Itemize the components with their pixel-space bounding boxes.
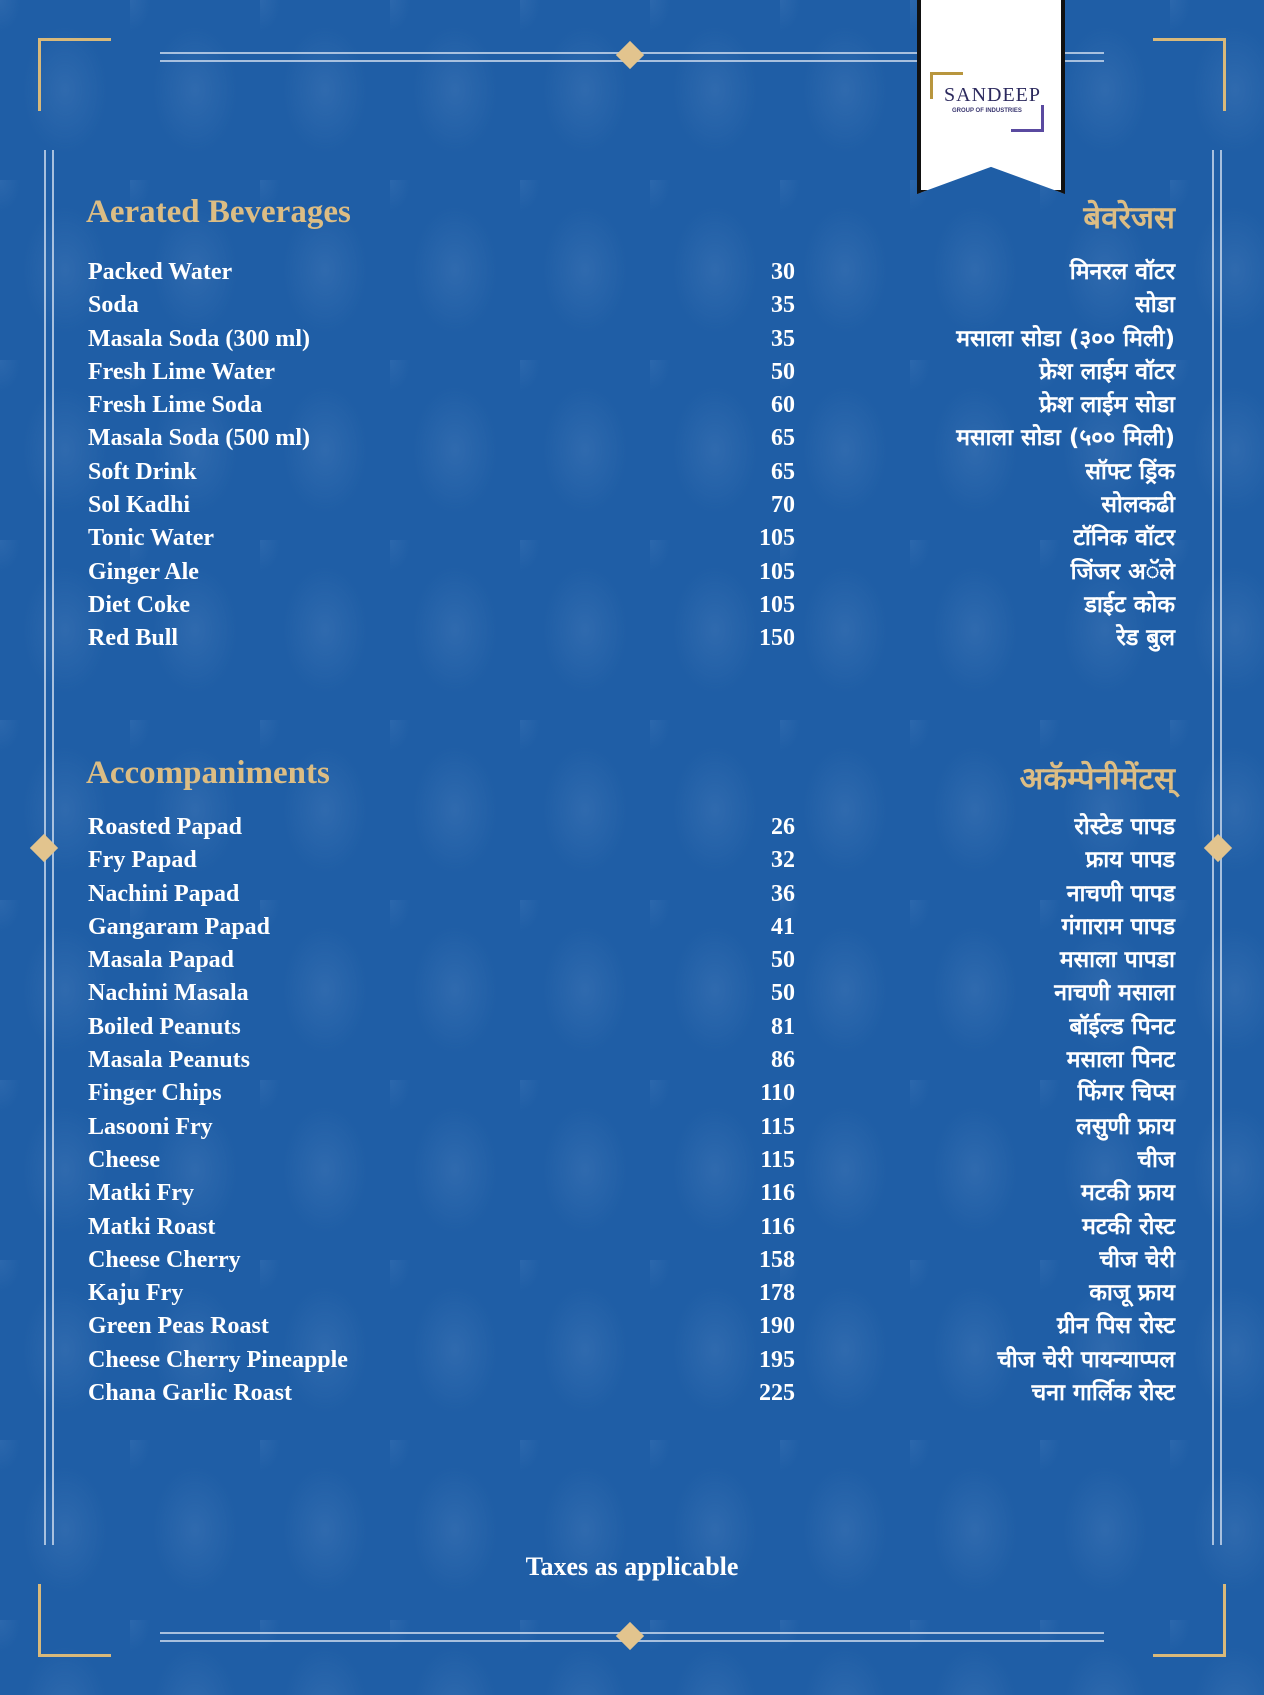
menu-item bbox=[88, 1177, 1175, 1210]
menu-item bbox=[88, 878, 1175, 911]
item-name: Nachini Masala bbox=[88, 980, 249, 1007]
item-name-hindi: काजू फ्राय bbox=[1089, 1280, 1175, 1307]
item-name-hindi: सोलकढी bbox=[1101, 492, 1175, 519]
taxes-note: Taxes as applicable bbox=[525, 1552, 739, 1581]
menu-item bbox=[88, 1377, 1175, 1410]
item-price: 190 bbox=[759, 1313, 795, 1340]
item-price: 65 bbox=[771, 425, 795, 452]
beverages-heading-hindi: बेवरेजस bbox=[1083, 200, 1175, 236]
item-name: Gangaram Papad bbox=[88, 913, 271, 940]
menu-item bbox=[88, 489, 1175, 522]
item-price: 195 bbox=[759, 1346, 795, 1373]
menu-item bbox=[88, 1011, 1175, 1044]
item-name: Chana Garlic Roast bbox=[88, 1380, 292, 1407]
item-price: 50 bbox=[771, 947, 795, 974]
item-name-hindi: मटकी फ्राय bbox=[1080, 1180, 1175, 1207]
item-price: 81 bbox=[771, 1013, 795, 1040]
item-name-hindi: रेड बुल bbox=[1116, 625, 1175, 652]
item-price: 105 bbox=[759, 558, 795, 585]
item-name: Green Peas Roast bbox=[88, 1313, 269, 1340]
corner-ornament bbox=[38, 1584, 111, 1657]
item-name: Soft Drink bbox=[88, 458, 197, 485]
item-name: Masala Soda (500 ml) bbox=[88, 425, 310, 452]
item-name: Cheese bbox=[88, 1146, 160, 1173]
item-name: Masala Peanuts bbox=[88, 1047, 250, 1074]
menu-item bbox=[88, 1077, 1175, 1110]
item-name: Masala Papad bbox=[88, 947, 235, 974]
menu-item bbox=[88, 1277, 1175, 1310]
diamond-ornament bbox=[1204, 834, 1232, 862]
item-name: Matki Fry bbox=[88, 1180, 194, 1207]
item-name-hindi: टॉनिक वॉटर bbox=[1073, 525, 1175, 552]
item-name-hindi: चीज चेरी पायन्याप्पल bbox=[997, 1346, 1175, 1373]
item-name-hindi: मसाला पिनट bbox=[1066, 1047, 1175, 1074]
item-name-hindi: फ्रेश लाईम वॉटर bbox=[1039, 358, 1175, 385]
menu-item bbox=[88, 911, 1175, 944]
item-price: 115 bbox=[760, 1113, 795, 1140]
corner-ornament bbox=[1153, 1584, 1226, 1657]
menu-item bbox=[88, 589, 1175, 622]
menu-item bbox=[88, 811, 1175, 844]
menu-item bbox=[88, 1344, 1175, 1377]
item-name-hindi: लसुणी फ्राय bbox=[1076, 1113, 1175, 1140]
corner-ornament bbox=[38, 38, 111, 111]
item-price: 30 bbox=[771, 259, 795, 285]
menu-item bbox=[88, 1044, 1175, 1077]
item-name: Masala Soda (300 ml) bbox=[88, 325, 310, 352]
menu-item bbox=[88, 1310, 1175, 1343]
item-name-hindi: सॉफ्ट ड्रिंक bbox=[1085, 458, 1175, 485]
item-name: Packed Water bbox=[88, 259, 233, 285]
diamond-ornament bbox=[616, 41, 644, 69]
menu-item bbox=[88, 356, 1175, 389]
item-name-hindi: डाईट कोक bbox=[1084, 591, 1175, 618]
item-price: 110 bbox=[760, 1080, 795, 1107]
menu-item bbox=[88, 389, 1175, 422]
menu-item bbox=[88, 422, 1175, 455]
item-name-hindi: मसाला सोडा (५०० मिली) bbox=[956, 425, 1175, 452]
menu-item bbox=[88, 844, 1175, 877]
menu-item bbox=[88, 289, 1175, 322]
accompaniments-list bbox=[88, 811, 1175, 1410]
item-name: Soda bbox=[88, 292, 139, 319]
item-name-hindi: चीज bbox=[1137, 1146, 1175, 1173]
item-price: 60 bbox=[771, 392, 795, 419]
item-name-hindi: गंगाराम पापड bbox=[1061, 913, 1175, 940]
item-name-hindi: चीज चेरी bbox=[1099, 1246, 1175, 1273]
item-name: Ginger Ale bbox=[88, 558, 199, 585]
item-name: Kaju Fry bbox=[88, 1280, 184, 1307]
item-name-hindi: ग्रीन पिस रोस्ट bbox=[1056, 1313, 1175, 1340]
item-price: 105 bbox=[759, 591, 795, 618]
menu-item bbox=[88, 323, 1175, 356]
item-price: 105 bbox=[759, 525, 795, 552]
item-price: 32 bbox=[771, 847, 795, 874]
item-price: 35 bbox=[771, 325, 795, 352]
item-price: 86 bbox=[771, 1047, 795, 1074]
menu-item bbox=[88, 1111, 1175, 1144]
item-name: Boiled Peanuts bbox=[88, 1013, 241, 1040]
item-price: 26 bbox=[771, 814, 795, 840]
menu-item bbox=[88, 456, 1175, 489]
item-price: 158 bbox=[759, 1246, 795, 1273]
item-name-hindi: नाचणी पापड bbox=[1066, 880, 1175, 907]
logo-name: SANDEEP bbox=[944, 84, 1042, 106]
item-name: Red Bull bbox=[88, 625, 179, 652]
menu-item bbox=[88, 1144, 1175, 1177]
item-name: Diet Coke bbox=[88, 591, 190, 618]
item-price: 50 bbox=[771, 980, 795, 1007]
item-name: Roasted Papad bbox=[88, 814, 243, 840]
item-price: 116 bbox=[760, 1213, 795, 1240]
item-name: Fresh Lime Soda bbox=[88, 392, 263, 419]
menu-item bbox=[88, 977, 1175, 1010]
item-name-hindi: सोडा bbox=[1135, 292, 1175, 319]
menu-item bbox=[88, 522, 1175, 555]
item-price: 178 bbox=[759, 1280, 795, 1307]
item-price: 150 bbox=[759, 625, 795, 652]
menu-item bbox=[88, 556, 1175, 589]
item-name-hindi: मिनरल वॉटर bbox=[1069, 259, 1175, 285]
item-price: 115 bbox=[760, 1146, 795, 1173]
item-name-hindi: फ्रेश लाईम सोडा bbox=[1039, 392, 1175, 419]
accompaniments-heading: Accompaniments bbox=[86, 755, 330, 791]
item-name-hindi: जिंजर अॅले bbox=[1070, 558, 1175, 585]
item-price: 35 bbox=[771, 292, 795, 319]
item-price: 50 bbox=[771, 358, 795, 385]
item-name: Nachini Papad bbox=[88, 880, 240, 907]
item-name: Cheese Cherry bbox=[88, 1246, 241, 1273]
item-name: Fry Papad bbox=[88, 847, 197, 874]
accompaniments-heading-hindi: अकॅम्पेनीमेंटस् bbox=[1019, 761, 1175, 797]
item-name-hindi: मटकी रोस्ट bbox=[1082, 1213, 1175, 1240]
item-name-hindi: फ्राय पापड bbox=[1085, 847, 1175, 874]
item-name-hindi: मसाला सोडा (३०० मिली) bbox=[956, 325, 1175, 352]
item-name-hindi: मसाला पापडा bbox=[1059, 947, 1175, 974]
item-price: 41 bbox=[771, 913, 795, 940]
menu-item bbox=[88, 1211, 1175, 1244]
item-name: Cheese Cherry Pineapple bbox=[88, 1346, 348, 1373]
item-name: Fresh Lime Water bbox=[88, 358, 276, 385]
item-name-hindi: बॉईल्ड पिनट bbox=[1069, 1013, 1175, 1040]
item-price: 116 bbox=[760, 1180, 795, 1207]
item-name: Finger Chips bbox=[88, 1080, 222, 1107]
menu-item bbox=[88, 256, 1175, 289]
item-price: 225 bbox=[759, 1380, 795, 1407]
item-name: Matki Roast bbox=[88, 1213, 216, 1240]
item-name-hindi: नाचणी मसाला bbox=[1054, 980, 1175, 1007]
item-price: 65 bbox=[771, 458, 795, 485]
company-logo bbox=[930, 72, 1044, 132]
diamond-ornament bbox=[616, 1622, 644, 1650]
menu-item bbox=[88, 1244, 1175, 1277]
corner-ornament bbox=[1153, 38, 1226, 111]
menu-item bbox=[88, 944, 1175, 977]
item-name: Lasooni Fry bbox=[88, 1113, 213, 1140]
item-name-hindi: चना गार्लिक रोस्ट bbox=[1031, 1380, 1175, 1407]
item-price: 70 bbox=[771, 492, 795, 519]
beverages-list bbox=[88, 256, 1175, 656]
beverages-heading: Aerated Beverages bbox=[86, 194, 351, 230]
item-name: Sol Kadhi bbox=[88, 492, 191, 519]
item-price: 36 bbox=[771, 880, 795, 907]
item-name-hindi: फिंगर चिप्स bbox=[1077, 1080, 1175, 1107]
item-name: Tonic Water bbox=[88, 525, 215, 552]
menu-item bbox=[88, 622, 1175, 655]
item-name-hindi: रोस्टेड पापड bbox=[1074, 814, 1175, 840]
logo-tagline: GROUP OF INDUSTRIES bbox=[952, 108, 1022, 114]
